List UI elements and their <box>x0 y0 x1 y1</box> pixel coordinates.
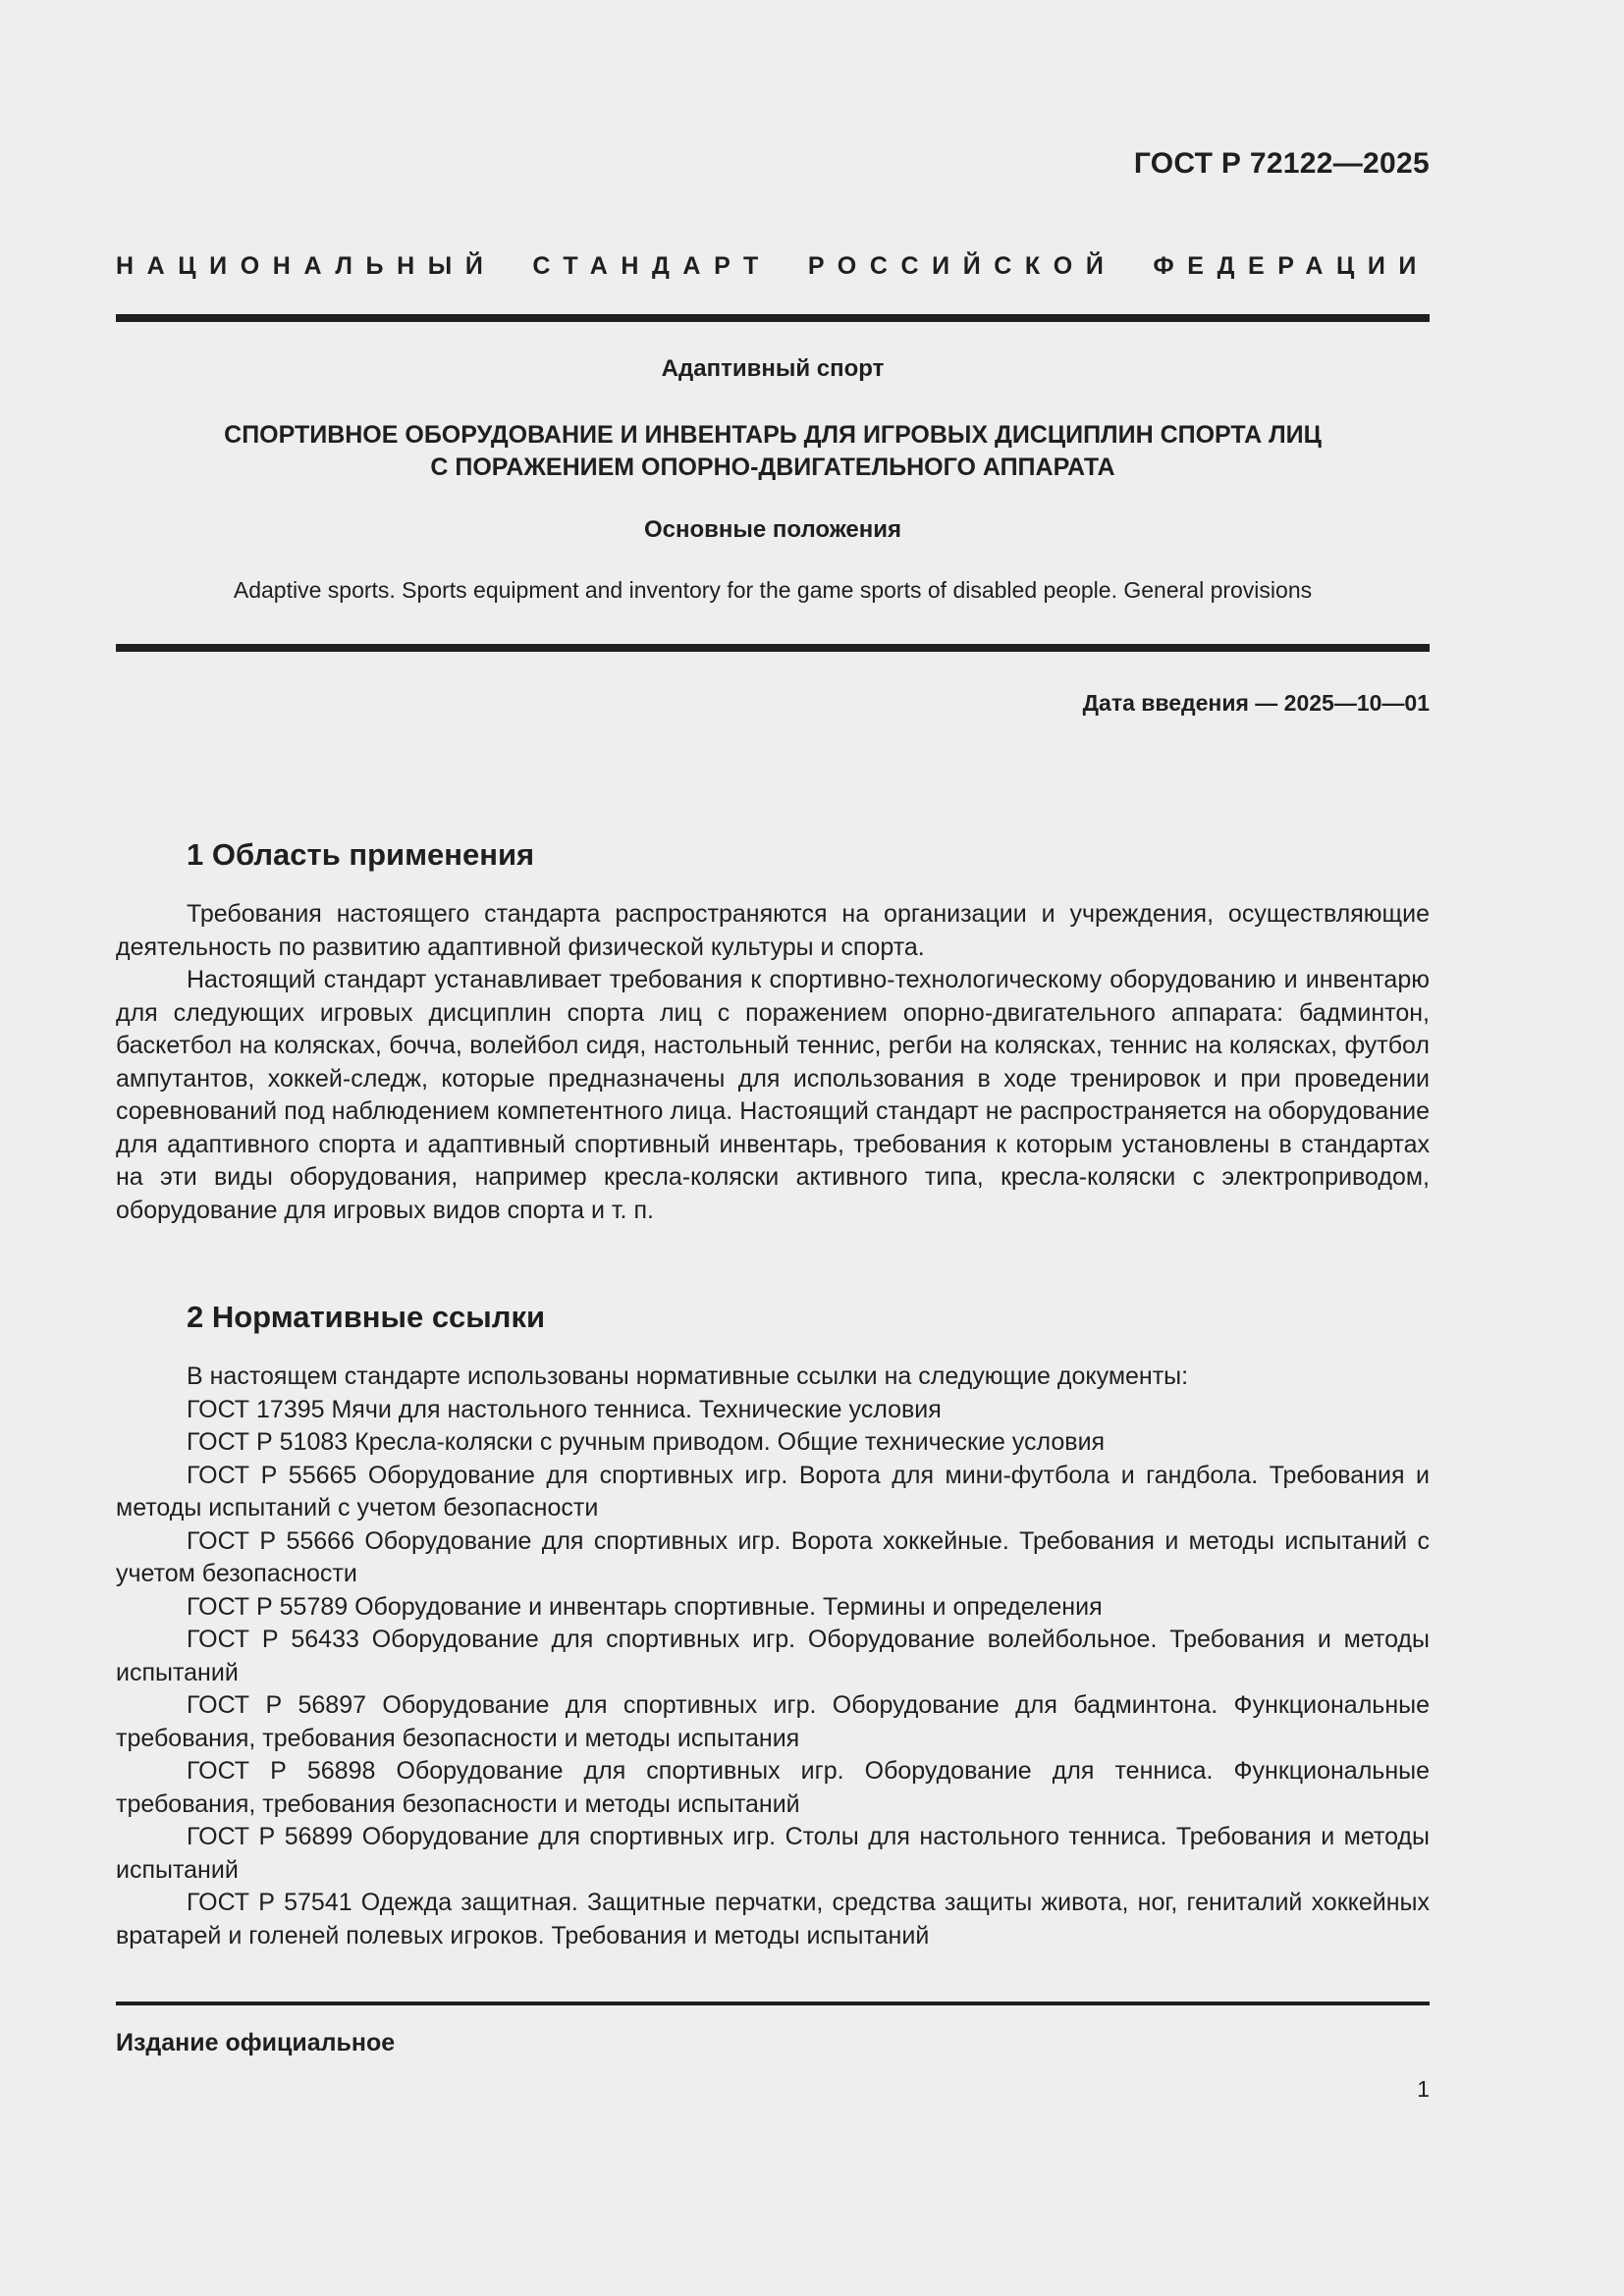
paragraph: Требования настоящего стандарта распространяются на организации и учреждения, осуществляющие деятельность по развитию адаптивной физической культуры и спорта. <box>116 900 1430 961</box>
section-heading: 2 Нормативные ссылки <box>187 1300 546 1334</box>
standard-number: ГОСТ Р 72122—2025 <box>1133 147 1430 180</box>
section-1-body <box>116 898 1430 1227</box>
reference-item: ГОСТ Р 55665 Оборудование для спортивных игр. Ворота для мини-футбола и гандбола. Требования и методы испытаний с учетом безопасности <box>116 1461 1430 1522</box>
title-divider <box>116 644 1430 652</box>
introduction-date: Дата введения — 2025—10—01 <box>1082 690 1430 716</box>
section-heading: 1 Область применения <box>187 837 535 872</box>
header-divider <box>116 314 1430 322</box>
document-title <box>116 419 1430 484</box>
official-edition-label: Издание официальное <box>116 2029 396 2056</box>
reference-item: ГОСТ Р 56897 Оборудование для спортивных игр. Оборудование для бадминтона. Функциональные требования, требования безопасности и методы испытания <box>116 1691 1430 1752</box>
document-subject: Основные положения <box>643 516 902 543</box>
footer-divider <box>116 2002 1430 2005</box>
english-title: Adaptive sports. Sports equipment and inventory for the game sports of disabled people. General provisions <box>233 577 1313 603</box>
page-number: 1 <box>1417 2076 1430 2102</box>
reference-item: ГОСТ Р 56898 Оборудование для спортивных игр. Оборудование для тенниса. Функциональные требования, требования безопасности и методы испытаний <box>116 1757 1430 1818</box>
reference-item: ГОСТ Р 55666 Оборудование для спортивных игр. Ворота хоккейные. Требования и методы испытаний с учетом безопасности <box>116 1526 1430 1587</box>
reference-item: ГОСТ Р 55789 Оборудование и инвентарь спортивные. Термины и определения <box>187 1592 1103 1621</box>
reference-item: ГОСТ Р 57541 Одежда защитная. Защитные перчатки, средства защиты живота, ног, гениталий хоккейных вратарей и голеней полевых игроков. Требования и методы испытаний <box>116 1889 1430 1949</box>
reference-item: ГОСТ 17395 Мячи для настольного тенниса. Технические условия <box>187 1395 942 1423</box>
normative-references-list <box>116 1361 1430 1952</box>
reference-item: ГОСТ Р 56433 Оборудование для спортивных игр. Оборудование волейбольное. Требования и методы испытаний <box>116 1626 1430 1686</box>
paragraph: В настоящем стандарте использованы нормативные ссылки на следующие документы: <box>187 1362 1189 1390</box>
document-title-line: С ПОРАЖЕНИЕМ ОПОРНО-ДВИГАТЕЛЬНОГО АППАРАТА <box>430 454 1115 481</box>
document-subtitle: Адаптивный спорт <box>661 355 885 382</box>
national-standard-banner: НАЦИОНАЛЬНЫЙ СТАНДАРТ РОССИЙСКОЙ ФЕДЕРАЦИИ <box>116 252 1430 280</box>
reference-item: ГОСТ Р 56899 Оборудование для спортивных игр. Столы для настольного тенниса. Требования и методы испытаний <box>116 1823 1430 1884</box>
document-title-line: СПОРТИВНОЕ ОБОРУДОВАНИЕ И ИНВЕНТАРЬ ДЛЯ ИГРОВЫХ ДИСЦИПЛИН СПОРТА ЛИЦ <box>224 421 1322 449</box>
reference-item: ГОСТ Р 51083 Кресла-коляски с ручным приводом. Общие технические условия <box>187 1428 1106 1456</box>
paragraph: Настоящий стандарт устанавливает требования к спортивно-технологическому оборудованию и инвентарю для следующих игровых дисциплин спорта лиц с поражением опорно-двигательного аппарата: бадминтон, баскетбол на колясках, бочча, волейбол сидя, настольный теннис, регби на колясках, теннис на колясках, футбол ампутантов, хоккей-следж, которые предназначены для использования в ходе тренировок и при проведении соревнований под наблюдением компетентного лица. Настоящий стандарт не распространяется на оборудование для адаптивного спорта и адаптивный спортивный инвентарь, требования к которым установлены в стандартах на эти виды оборудования, например кресла-коляски активного типа, кресла-коляски с электроприводом, оборудование для игровых видов спорта и т. п. <box>116 966 1430 1224</box>
